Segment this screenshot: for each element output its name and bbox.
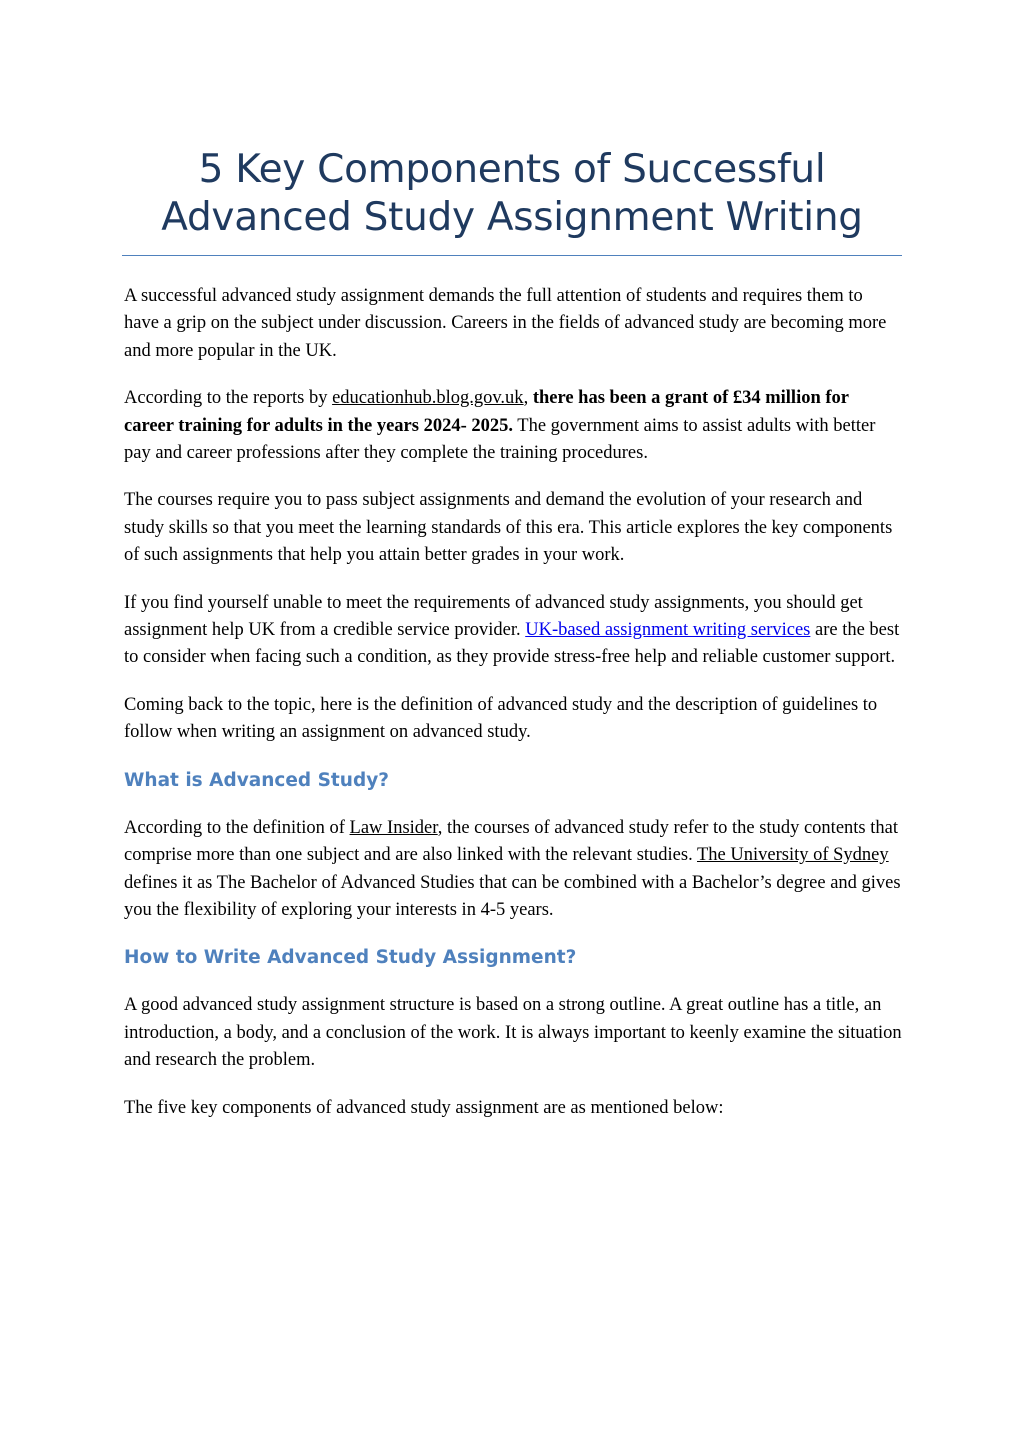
grant-paragraph-comma: , xyxy=(523,388,533,409)
grant-paragraph xyxy=(124,385,902,467)
grant-paragraph-start: According to the reports by xyxy=(124,388,333,409)
definition-end: defines it as The Bachelor of Advanced Studies that can be combined with a Bachelor’s degree and gives you the flexibility of exploring your interests in 4-5 years. xyxy=(124,872,901,920)
educationhub-link[interactable]: educationhub.blog.gov.uk xyxy=(332,388,524,409)
uk-assignment-services-link[interactable]: UK-based assignment writing services xyxy=(525,620,811,641)
outline-paragraph: A good advanced study assignment structure is based on a strong outline. A great outline has a title, an introduction, a body, and a conclusion of the work. It is always important to keenly examine the situation and research the problem. xyxy=(124,995,902,1071)
heading-how-to-write: How to Write Advanced Study Assignment? xyxy=(124,947,577,969)
courses-paragraph: The courses require you to pass subject assignments and demand the evolution of your research and study skills so that you meet the learning standards of this era. This article explores the key components of such assignments that help you attain better grades in your work. xyxy=(124,490,893,566)
topic-paragraph: Coming back to the topic, here is the definition of advanced study and the description of guidelines to follow when writing an assignment on advanced study. xyxy=(124,694,878,743)
heading-what-is-advanced-study: What is Advanced Study? xyxy=(124,769,389,791)
grant-paragraph-end: The government aims to assist adults with better pay and career professions after they complete the training procedures. xyxy=(124,415,876,464)
university-of-sydney-link[interactable]: The University of Sydney xyxy=(697,845,889,866)
assignment-help-paragraph xyxy=(124,590,902,672)
intro-paragraph: A successful advanced study assignment demands the full attention of students and requires them to have a grip on the subject under discussion. Careers in the fields of advanced study are becoming more and more popular in the UK. xyxy=(124,286,887,361)
document-title xyxy=(122,146,902,242)
title-line-2: Advanced Study Assignment Writing xyxy=(161,195,863,240)
components-intro-paragraph: The five key components of advanced study assignment are as mentioned below: xyxy=(124,1097,724,1118)
grant-highlight-text: there has been a grant of £34 million for career training for adults in the years 2024- 2025. xyxy=(124,388,849,436)
assignment-help-start: If you find yourself unable to meet the requirements of advanced study assignments, you should get assignment help UK from a credible service provider. xyxy=(124,592,863,641)
definition-paragraph xyxy=(124,815,902,925)
definition-start: According to the definition of xyxy=(124,817,350,838)
law-insider-link[interactable]: Law Insider xyxy=(349,817,438,838)
title-line-1: 5 Key Components of Successful xyxy=(198,147,826,192)
title-underline-divider xyxy=(122,255,902,256)
definition-middle: , the courses of advanced study refer to the study contents that comprise more than one subject and are also linked with the relevant studies. xyxy=(124,817,898,866)
assignment-help-end: are the best to consider when facing such a condition, as they provide stress-free help and reliable customer support. xyxy=(124,620,900,668)
document-body xyxy=(124,283,902,1142)
